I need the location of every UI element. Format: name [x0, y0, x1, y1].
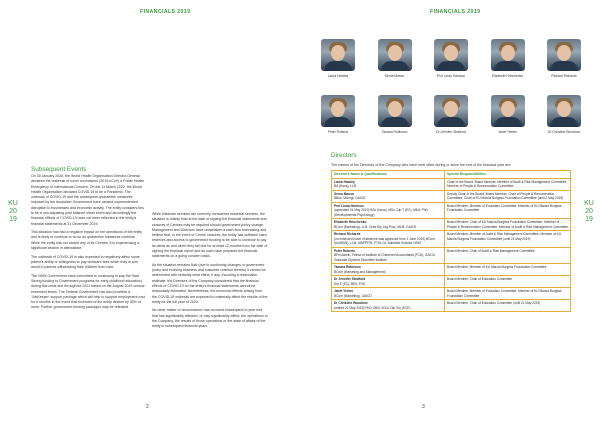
- board-photos-row-2: [316, 95, 586, 134]
- portrait-photo: [434, 95, 468, 127]
- portrait-photo: [491, 39, 525, 71]
- director-responsibilities: Board Member, Member of Audit & Risk Management Committee, Member of KU Marcia Burgess Foundation Committee (until 21 May 2019): [445, 231, 571, 248]
- paragraph: The NSW Government have committed to continuing to pay the Start Strong funding to Government programs for early childhood education) during this crisis and throughout 2021 based on the August 2019 census enrolment levels. The Federal Government has also provided a 'JobKeeper' support package which will help to support employment cost for 6 months in the event that revenues of the entity decline by 30% or more. Further government funding packages may be released.: [31, 273, 145, 310]
- table-row: [332, 219, 571, 231]
- director-qualifications: BCom (Marketing), GAICD: [334, 293, 372, 298]
- portrait-photo: [321, 95, 355, 127]
- director-cell: [332, 276, 445, 288]
- side-label-line: 19: [585, 216, 593, 223]
- director-responsibilities: Chair of the Board, Board Member, Member of Audit & Risk Management Committee, Member of People & Remuneration Committee: [445, 178, 571, 190]
- member-name: Richard Richards: [551, 74, 577, 78]
- director-qualifications: BCom (Marketing and Management): [334, 269, 386, 274]
- director-cell: [332, 300, 445, 312]
- director-cell: [332, 231, 445, 248]
- member-name: Tamara Robinson: [381, 130, 408, 134]
- board-member: [486, 39, 530, 78]
- director-name: Prof Linda Harrison: [334, 203, 364, 208]
- director-responsibilities: Board Member, Chair of Education Committee: [445, 276, 571, 288]
- side-label-line: KU: [584, 200, 594, 207]
- side-label-line: KU: [8, 200, 18, 207]
- member-name: Elizabeth Hrinchenko: [491, 74, 524, 78]
- director-qualifications: BA (Hons), LLB: [334, 184, 356, 188]
- portrait-photo: [434, 39, 468, 71]
- column-header: Director's Name & Qualifications: [332, 171, 445, 179]
- paragraph: This situation has had a negative impact on the operations of the entity and is likely to continue to do so as quarantine measures continue. While the entity has not closed any of its Centres, it is experiencing a significant decline in attendance.: [31, 230, 143, 251]
- board-member: [316, 39, 360, 78]
- side-label-line: 20: [9, 208, 17, 215]
- director-responsibilities: Board Member, Member of Education Committee, Member of KU Marcia Burgess Foundation Committee: [445, 202, 571, 219]
- member-name: Serna Mason: [384, 74, 405, 78]
- board-member: [373, 95, 417, 134]
- director-responsibilities: Board Member, Chair of Education Committee (until 21 May 2019): [445, 300, 571, 312]
- page-number: 2: [146, 404, 149, 410]
- director-name: Elizabeth Hrinchenko: [334, 220, 367, 224]
- board-member: [486, 95, 530, 134]
- member-name: Dr Christine Woodrow: [547, 130, 581, 134]
- directors-table: [331, 170, 571, 312]
- text-column-2: [152, 212, 268, 333]
- director-name: Serna Mason: [334, 191, 354, 196]
- table-header-row: [332, 171, 571, 179]
- directors-heading: Directors: [331, 152, 357, 159]
- table-row: [332, 247, 571, 264]
- director-name: Tamara Robinson: [334, 265, 361, 269]
- director-cell: [332, 202, 445, 219]
- director-name: Richard Richards: [334, 232, 361, 236]
- director-qualifications: BCom (Marketing), LLB, Grad Dip Leg Prac, MLM, GAICD: [334, 224, 417, 229]
- table-row: [332, 276, 571, 288]
- paragraph: While childcare services are currently considered essential services, the situation is mainly fluid at the date of signing the financial statements and closures of Centres may be required should government policy change. Management and Directors have undertaken a cash flow forecasting and believe that, in the event of Centre closures, the entity has sufficient cash reserves and access to government funding to be able to continue to pay its debts as and when they fall due for at least 12 months from the date of signing the financial report and as such have prepared the financial statements on a going concern basis.: [152, 212, 268, 259]
- director-cell: [332, 247, 445, 264]
- side-label-line: 20: [585, 208, 593, 215]
- table-row: [332, 288, 571, 300]
- board-member: [542, 39, 586, 78]
- page-number: 3: [422, 404, 425, 410]
- portrait-photo: [547, 39, 581, 71]
- member-name: Dr Jennifer Stratford: [436, 130, 466, 134]
- director-responsibilities: Board Member, Member of Education Committee, Member of KU Marcia Burgess Foundation Committee: [445, 288, 571, 300]
- director-qualifications: (on extended leave of absence was approved from 1 June 2019) BCom (UniNSW), LLM, MAPPFIN, FTIA CA, Admitted Solicitor NSW: [334, 236, 435, 245]
- text-column-1: [31, 174, 145, 314]
- board-member: [429, 39, 473, 78]
- member-name: Prof Linda Harrison: [436, 74, 466, 78]
- director-responsibilities: Deputy Chair of the Board, Board Member, Chair of People & Remuneration Committee, Chair of KU Marcia Burgess Foundation Committee (until 2 May 2019): [445, 190, 571, 202]
- portrait-photo: [378, 95, 412, 127]
- board-member: [316, 95, 360, 134]
- page-header: FINANCIALS 2019: [430, 9, 481, 15]
- table-row: [332, 202, 571, 219]
- board-member: [542, 95, 586, 134]
- board-member: [429, 95, 473, 134]
- director-qualifications: BBus, MAmgt, GAICD: [334, 196, 366, 200]
- table-row: [332, 231, 571, 248]
- table-row: [332, 300, 571, 312]
- side-label: [6, 200, 20, 224]
- director-responsibilities: Board Member, Chair of Audit & Risk Management Committee: [445, 247, 571, 264]
- page-header: FINANCIALS 2019: [140, 9, 191, 15]
- paragraph: No other matter or circumstance has occurred subsequent to year end that has significantly affected, or may significantly affect, the operations of the Company, the results of those operations or the state of affairs of the entity in subsequent financial years.: [152, 308, 268, 329]
- board-member: [373, 39, 417, 78]
- director-cell: [332, 190, 445, 202]
- director-name: Janet Yeeles: [334, 289, 354, 293]
- table-row: [332, 264, 571, 276]
- paragraph: On 30 January 2020, the World Health Organisation Director-General declared the outbreak of novel coronavirus (2019-nCoV) a Public Health Emergency of International Concern. On the 11 March 2020, the World Health Organisation declared COVID-19 to be a Pandemic. The outbreak of COVID-19 and the subsequent quarantine measures imposed by the Australian Government have caused unprecedented disruption to businesses and economic activity. The entity considers this to be a non-adjusting post balance sheet event and accordingly the financial effects of COVID-19 have not been reflected in the entity's financial statements at 31 December 2019.: [31, 174, 145, 226]
- right-page: [300, 0, 600, 424]
- director-qualifications: (appointed 21 May 2019) BSc (Hons), MSc, Dip T (EC), MEd, PhD (Developmental Psychology): [334, 208, 428, 217]
- director-name: Dr Christine Woodrow: [334, 301, 368, 305]
- side-label: [582, 200, 596, 224]
- director-name: Peter Roberts: [334, 248, 355, 253]
- director-qualifications: BFin Admin, Fellow of Institute of Chartered Accountants (FCA), GAICD, Graduate Diploma Securities Institute: [334, 253, 436, 262]
- table-row: [332, 178, 571, 190]
- table-row: [332, 190, 571, 202]
- paragraph: The outbreak of COVID-19 is also expected to negatively affect some parent's ability or willingness to pay childcare fees which may in turn result in parents withdrawing their children from care.: [31, 254, 140, 270]
- portrait-photo: [547, 95, 581, 127]
- director-name: Laura Hastley: [334, 179, 355, 184]
- director-cell: [332, 264, 445, 276]
- director-qualifications: Dip E (EC), BEd, PhD: [334, 281, 365, 286]
- side-label-line: 19: [9, 216, 17, 223]
- director-cell: [332, 288, 445, 300]
- directors-intro: The names of the Directors of the Company who have held office during or since the end of the financial year are:: [331, 163, 512, 167]
- director-qualifications: (retired 21 May 2019) PhD, MEd, B.Ed, Dip Tch (ECE): [334, 305, 411, 310]
- directors-table-body: [332, 178, 571, 312]
- director-cell: [332, 178, 445, 190]
- director-responsibilities: Board Member, Member of KU Marcia Burgess Foundation Committee: [445, 264, 571, 276]
- portrait-photo: [321, 39, 355, 71]
- member-name: Janet Yeeles: [498, 130, 517, 134]
- subsequent-events-heading: Subsequent Events: [31, 166, 87, 173]
- portrait-photo: [378, 39, 412, 71]
- member-name: Peter Roberts: [327, 130, 349, 134]
- director-cell: [332, 219, 445, 231]
- director-responsibilities: Board Member, Chair of KU Marcia Burgess Foundation Committee, Member of People & Remuneration Committee, Member of Audit & Risk Management Committee: [445, 219, 571, 231]
- director-name: Dr Jennifer Stratford: [334, 277, 366, 281]
- portrait-photo: [491, 95, 525, 127]
- column-header: Special Responsibilities: [445, 171, 571, 179]
- paragraph: As the situation remains fluid (due to continuing changes in government policy and evolving business and customer reaction thereto) it cannot be determined with certainty what effect, if any, including a reasonable estimate, the Directors of the Company considered that the financial effects of COVID-19 on the entity's financial statements cannot be reasonably estimated. Nevertheless, the economic effects arising from the COVID-19 outbreak are expected to materially affect the results of the entity for the full year of 2020.: [152, 262, 268, 304]
- board-photos-row-1: [316, 39, 586, 78]
- member-name: Laura Hastley: [327, 74, 349, 78]
